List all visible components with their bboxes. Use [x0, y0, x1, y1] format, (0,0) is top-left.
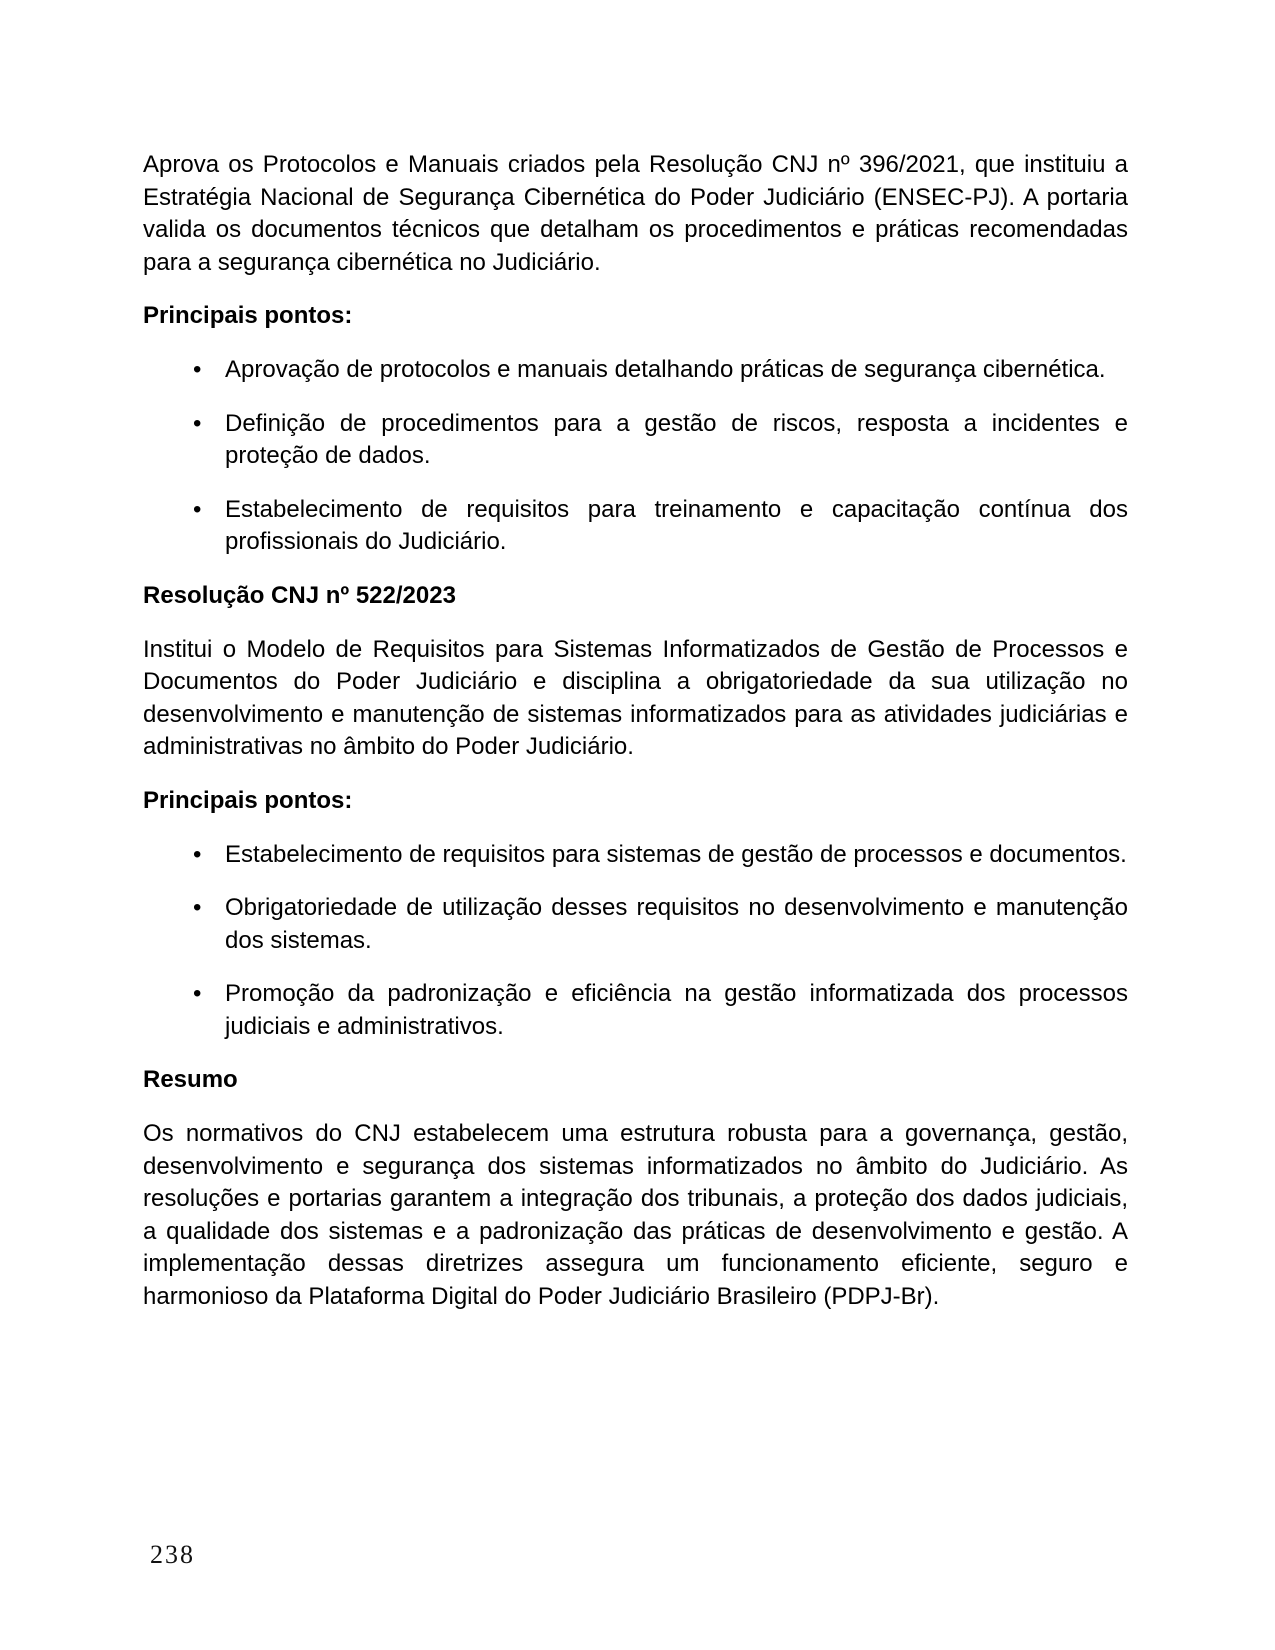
- page-content: [143, 149, 1128, 1335]
- bullet-list-item: • Obrigatoriedade de utilização desses requisitos no desenvolvimento e manutenção dos sistemas.: [143, 892, 1128, 957]
- bullet-list-item: • Aprovação de protocolos e manuais detalhando práticas de segurança cibernética.: [143, 354, 1128, 387]
- bullet-list-item: • Promoção da padronização e eficiência na gestão informatizada dos processos judiciais e administrativos.: [143, 978, 1128, 1043]
- summary-paragraph: Os normativos do CNJ estabelecem uma estrutura robusta para a governança, gestão, desenvolvimento e segurança dos sistemas informatizados no âmbito do Judiciário. As resoluções e portarias garantem a integração dos tribunais, a proteção dos dados judiciais, a qualidade dos sistemas e a padronização das práticas de desenvolvimento e gestão. A implementação dessas diretrizes assegura um funcionamento eficiente, seguro e harmonioso da Plataforma Digital do Poder Judiciário Brasileiro (PDPJ-Br).: [143, 1120, 1128, 1311]
- heading-principais-pontos-1: Principais pontos:: [143, 302, 353, 330]
- bullet-list-1: [143, 354, 1128, 559]
- bullet-list-item: • Definição de procedimentos para a gestão de riscos, resposta a incidentes e proteção de dados.: [143, 408, 1128, 473]
- page-number: 238: [150, 1540, 195, 1569]
- heading-resumo: Resumo: [143, 1066, 238, 1094]
- heading-principais-pontos-2: Principais pontos:: [143, 786, 353, 814]
- resolution-paragraph: Institui o Modelo de Requisitos para Sistemas Informatizados de Gestão de Processos e Documentos do Poder Judiciário e disciplina a obrigatoriedade da sua utilização no desenvolvimento e manutenção de sistemas informatizados para as atividades judiciárias e administrativas no âmbito do Poder Judiciário.: [143, 635, 1128, 761]
- heading-resolucao-522-2023: Resolução CNJ nº 522/2023: [143, 581, 456, 609]
- bullet-list-item: • Estabelecimento de requisitos para sistemas de gestão de processos e documentos.: [143, 839, 1128, 872]
- intro-paragraph: Aprova os Protocolos e Manuais criados pela Resolução CNJ nº 396/2021, que instituiu a Estratégia Nacional de Segurança Cibernética do Poder Judiciário (ENSEC-PJ). A portaria valida os documentos técnicos que detalham os procedimentos e práticas recomendadas para a segurança cibernética no Judiciário.: [143, 151, 1128, 276]
- bullet-list-item: • Estabelecimento de requisitos para treinamento e capacitação contínua dos profissionais do Judiciário.: [143, 494, 1128, 559]
- bullet-list-2: [143, 839, 1128, 1044]
